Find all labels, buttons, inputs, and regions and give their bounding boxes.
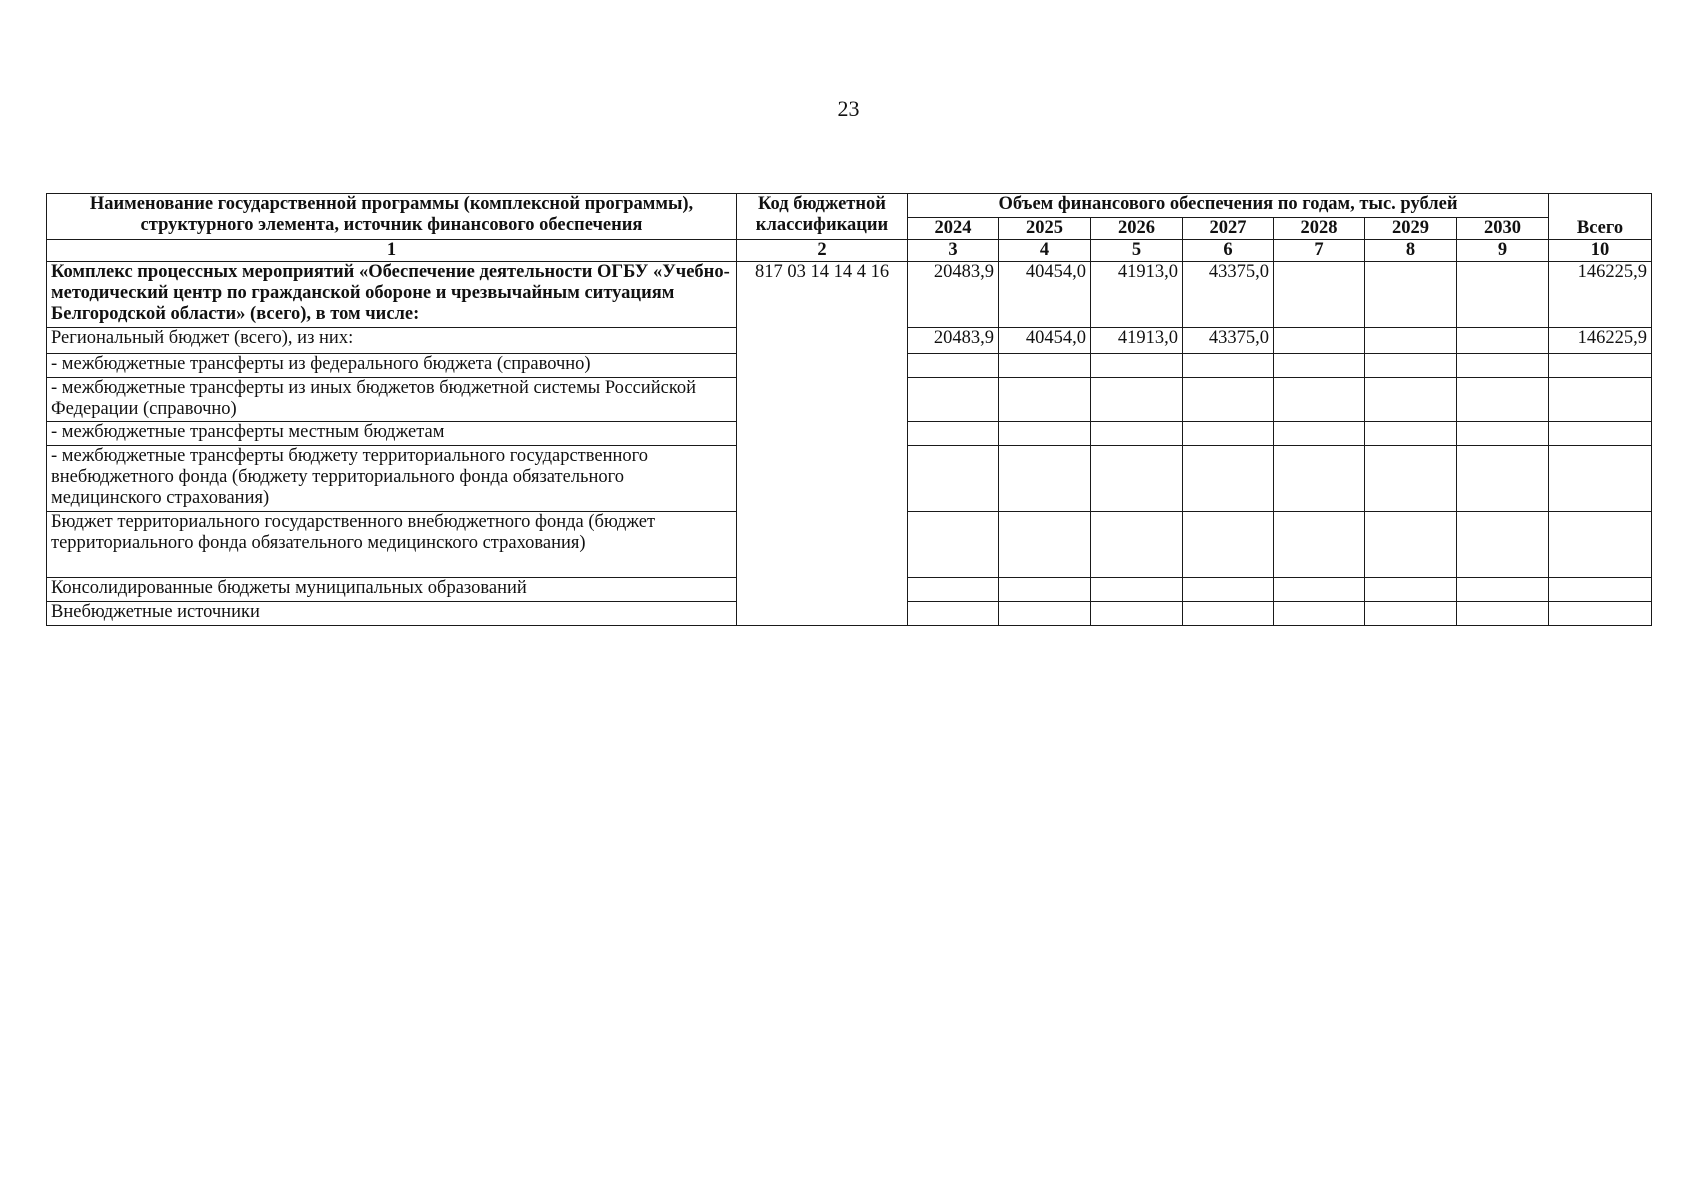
value-cell [1457,422,1549,446]
value-cell [1183,422,1274,446]
header-code: Код бюджетной классификации [737,194,908,240]
header-year-2028: 2028 [1274,218,1365,240]
value-cell: 41913,0 [1091,328,1183,354]
value-cell [1457,354,1549,378]
value-cell [1183,578,1274,602]
value-cell [908,378,999,422]
value-cell [1183,378,1274,422]
column-number: 2 [737,240,908,262]
value-cell [1183,354,1274,378]
value-cell [1457,262,1549,328]
total-cell [1549,578,1652,602]
value-cell [999,578,1091,602]
value-cell [908,602,999,626]
value-cell [1457,446,1549,512]
value-cell [1365,262,1457,328]
row-label-regional: Региональный бюджет (всего), из них: [47,328,737,354]
value-cell [999,378,1091,422]
header-row-1 [47,194,1652,218]
total-cell: 146225,9 [1549,328,1652,354]
value-cell [908,354,999,378]
value-cell [1091,602,1183,626]
value-cell [1365,446,1457,512]
column-number-row [47,240,1652,262]
financing-table [46,193,1652,626]
value-cell [999,602,1091,626]
value-cell [1274,578,1365,602]
total-cell [1549,602,1652,626]
column-number: 8 [1365,240,1457,262]
header-year-2025: 2025 [999,218,1091,240]
column-number: 4 [999,240,1091,262]
value-cell [1274,328,1365,354]
column-number: 6 [1183,240,1274,262]
value-cell [1457,512,1549,578]
value-cell [1091,354,1183,378]
value-cell [1457,578,1549,602]
value-cell [1091,422,1183,446]
value-cell [1274,602,1365,626]
total-cell [1549,512,1652,578]
value-cell [1365,328,1457,354]
value-cell [1091,578,1183,602]
value-cell [1274,354,1365,378]
value-cell [1274,446,1365,512]
value-cell: 20483,9 [908,328,999,354]
row-label-extrabudgetary: Внебюджетные источники [47,602,737,626]
value-cell [1457,602,1549,626]
value-cell [1274,378,1365,422]
total-cell: 146225,9 [1549,262,1652,328]
value-cell [1365,512,1457,578]
column-number: 7 [1274,240,1365,262]
value-cell: 40454,0 [999,328,1091,354]
header-year-2026: 2026 [1091,218,1183,240]
value-cell [1091,512,1183,578]
row-label-other-transfers: - межбюджетные трансферты из иных бюджетов бюджетной системы Российской Федерации (справочно) [47,378,737,422]
row-label-fund-budget: Бюджет территориального государственного внебюджетного фонда (бюджет территориального фонда обязательного медицинского страхования) [47,512,737,578]
value-cell [1365,602,1457,626]
value-cell [908,422,999,446]
value-cell [908,446,999,512]
header-total: Всего [1549,194,1652,240]
value-cell [1365,354,1457,378]
value-cell [908,512,999,578]
page-number: 23 [837,96,860,121]
value-cell [1274,512,1365,578]
column-number: 5 [1091,240,1183,262]
value-cell: 20483,9 [908,262,999,328]
row-label-fund-transfers: - межбюджетные трансферты бюджету территориального государственного внебюджетного фонда (бюджету территориального фонда обязательного медицинского страхования) [47,446,737,512]
table-row [47,262,1652,328]
value-cell [1457,328,1549,354]
header-name: Наименование государственной программы (комплексной программы), структурного элемента, источник финансового обеспечения [47,194,737,240]
total-cell [1549,422,1652,446]
value-cell [908,578,999,602]
column-number: 9 [1457,240,1549,262]
value-cell [1365,422,1457,446]
header-year-2024: 2024 [908,218,999,240]
value-cell [1365,578,1457,602]
column-number: 3 [908,240,999,262]
value-cell [999,512,1091,578]
value-cell [1091,378,1183,422]
value-cell: 43375,0 [1183,328,1274,354]
value-cell [1183,602,1274,626]
value-cell [1274,422,1365,446]
value-cell [1183,446,1274,512]
value-cell [999,422,1091,446]
value-cell [1091,446,1183,512]
header-volume: Объем финансового обеспечения по годам, тыс. рублей [908,194,1549,218]
header-year-2029: 2029 [1365,218,1457,240]
column-number: 10 [1549,240,1652,262]
value-cell [1365,378,1457,422]
row-label-municipal: Консолидированные бюджеты муниципальных образований [47,578,737,602]
value-cell: 43375,0 [1183,262,1274,328]
value-cell [1183,512,1274,578]
row-label-federal-transfers: - межбюджетные трансферты из федерального бюджета (справочно) [47,354,737,378]
value-cell [999,354,1091,378]
value-cell: 40454,0 [999,262,1091,328]
total-cell [1549,354,1652,378]
column-number: 1 [47,240,737,262]
row-label-complex: Комплекс процессных мероприятий «Обеспечение деятельности ОГБУ «Учебно-методический центр по гражданской обороне и чрезвычайным ситуациям Белгородской области» (всего), в том числе: [47,262,737,328]
header-year-2030: 2030 [1457,218,1549,240]
row-label-local-transfers: - межбюджетные трансферты местным бюджетам [47,422,737,446]
total-cell [1549,378,1652,422]
total-cell [1549,446,1652,512]
header-year-2027: 2027 [1183,218,1274,240]
budget-code: 817 03 14 14 4 16 [737,262,908,626]
value-cell: 41913,0 [1091,262,1183,328]
value-cell [1457,378,1549,422]
value-cell [1274,262,1365,328]
value-cell [999,446,1091,512]
